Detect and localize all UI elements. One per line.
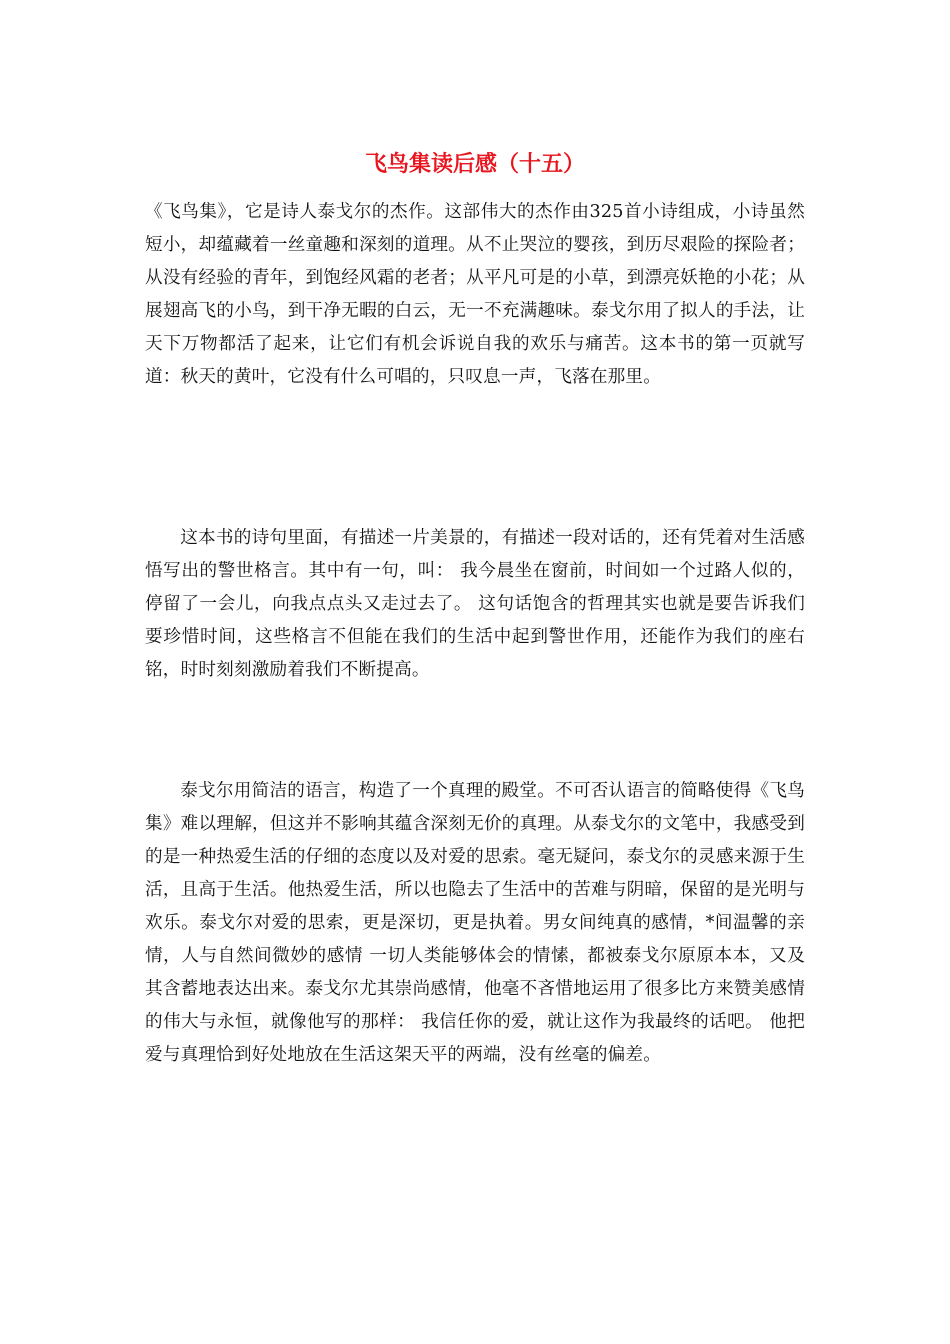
paragraph-1: 《飞鸟集》，它是诗人泰戈尔的杰作。这部伟大的杰作由325首小诗组成，小诗虽然短小，却蕴藏着一丝童趣和深刻的道理。从不止哭泣的婴孩，到历尽艰险的探险者；从没有经验的青年，到饱经风霜的老者；从平凡可是的小草，到漂亮妖艳的小花；从展翅高飞的小鸟，到干净无暇的白云，无一不充满趣味。泰戈尔用了拟人的手法，让天下万物都活了起来，让它们有机会诉说自我的欢乐与痛苦。这本书的第一页就写道：秋天的黄叶，它没有什么可唱的，只叹息一声，飞落在那里。 (145, 202, 805, 387)
document-title: 飞鸟集读后感（十五） (364, 151, 585, 177)
paragraph-3: 泰戈尔用简洁的语言，构造了一个真理的殿堂。不可否认语言的简略使得《飞鸟集》难以理解，但这并不影响其蕴含深刻无价的真理。从泰戈尔的文笔中，我感受到的是一种热爱生活的仔细的态度以及对爱的思索。毫无疑问，泰戈尔的灵感来源于生活，且高于生活。他热爱生活，所以也隐去了生活中的苦难与阴暗，保留的是光明与欢乐。泰戈尔对爱的思索，更是深切，更是执着。男女间纯真的感情，*间温馨的亲情，人与自然间微妙的感情 一切人类能够体会的情愫，都被泰戈尔原原本本，又及其含蓄地表达出来。泰戈尔尤其崇尚感情，他毫不吝惜地运用了很多比方来赞美感情的伟大与永恒，就像他写的那样： 我信任你的爱，就让这作为我最终的话吧。 他把爱与真理恰到好处地放在生活这架天平的两端，没有丝毫的偏差。 (145, 781, 805, 1065)
paragraph-2: 这本书的诗句里面，有描述一片美景的，有描述一段对话的，还有凭着对生活感悟写出的警世格言。其中有一句，叫： 我今晨坐在窗前，时间如一个过路人似的，停留了一会儿，向我点点头又走过去了。 这句话饱含的哲理其实也就是要告诉我们要珍惜时间，这些格言不但能在我们的生活中起到警世作用，还能作为我们的座右铭，时时刻刻激励着我们不断提高。 (145, 528, 805, 680)
